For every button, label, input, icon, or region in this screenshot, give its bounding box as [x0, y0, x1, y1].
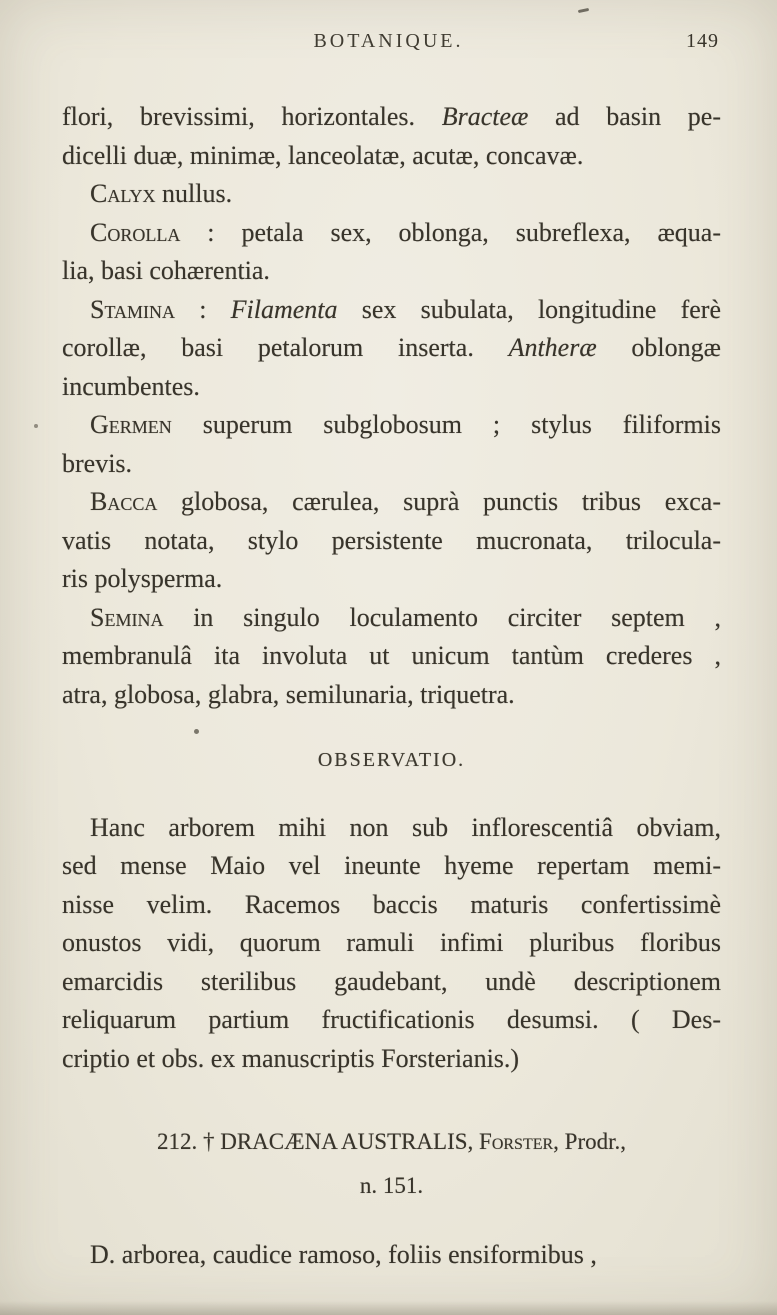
paragraph	[62, 1236, 721, 1275]
paragraph	[62, 175, 721, 214]
text-line: atra, globosa, glabra, semilunaria, triquetra.	[62, 679, 515, 709]
text-line: Corolla : petala sex, oblonga, subreflexa, æqua-	[90, 217, 721, 247]
paragraph	[62, 291, 721, 407]
text-line: Germen superum subglobosum ; stylus filiformis	[90, 410, 721, 439]
text-line: dicelli duæ, minimæ, lanceolatæ, acutæ, concavæ.	[62, 140, 584, 170]
text-line: corollæ, basi petalorum inserta. Antheræ oblongæ	[62, 333, 721, 362]
paragraph	[62, 406, 721, 483]
page-number: 149	[686, 30, 719, 52]
text-line: Bacca globosa, cærulea, suprà punctis tribus exca-	[90, 487, 721, 516]
text-line: Hanc arborem mihi non sub inflorescentiâ obviam,	[90, 812, 721, 842]
text-line: brevis.	[62, 448, 133, 478]
text-line: 212. † DRACÆNA AUSTRALIS, Forster, Prodr.,	[156, 1129, 627, 1154]
text-line: Stamina : Filamenta sex subulata, longitudine ferè	[90, 294, 721, 324]
page-header	[0, 0, 777, 68]
text-line: ris polysperma.	[62, 564, 223, 593]
section-heading: OBSERVATIO.	[317, 749, 466, 771]
text-line: membranulâ ita involuta ut unicum tantùm crederes ,	[62, 641, 721, 670]
page-body	[0, 68, 777, 1275]
paragraph	[62, 599, 721, 715]
text-line: sed mense Maio vel ineunte hyeme repertam memi-	[62, 851, 721, 880]
text-line: onustos vidi, quorum ramuli infimi pluribus floribus	[62, 928, 721, 957]
text-line: Calyx nullus.	[90, 179, 233, 208]
text-line: incumbentes.	[62, 371, 200, 401]
paragraph	[62, 214, 721, 291]
text-line: Semina in singulo loculamento circiter septem ,	[90, 602, 721, 632]
text-line: reliquarum partium fructificationis desumsi. ( Des-	[62, 1005, 721, 1034]
paragraph	[62, 809, 721, 1079]
text-line: criptio et obs. ex manuscriptis Forsterianis.)	[62, 1043, 520, 1073]
text-line: vatis notata, stylo persistente mucronata, trilocula-	[62, 525, 721, 555]
text-line: D. arborea, caudice ramoso, foliis ensiformibus ,	[90, 1240, 597, 1269]
running-title: BOTANIQUE.	[313, 30, 464, 52]
paragraph	[62, 98, 721, 175]
species-heading	[62, 1120, 721, 1208]
text-line: lia, basi cohærentia.	[62, 256, 270, 285]
text-line: emarcidis sterilibus gaudebant, undè descriptionem	[62, 966, 721, 996]
text-line: nisse velim. Racemos baccis maturis confertissimè	[62, 889, 721, 919]
text-line: n. 151.	[359, 1173, 424, 1198]
paragraph	[62, 483, 721, 599]
text-line: flori, brevissimi, horizontales. Bracteæ ad basin pe-	[62, 102, 721, 131]
